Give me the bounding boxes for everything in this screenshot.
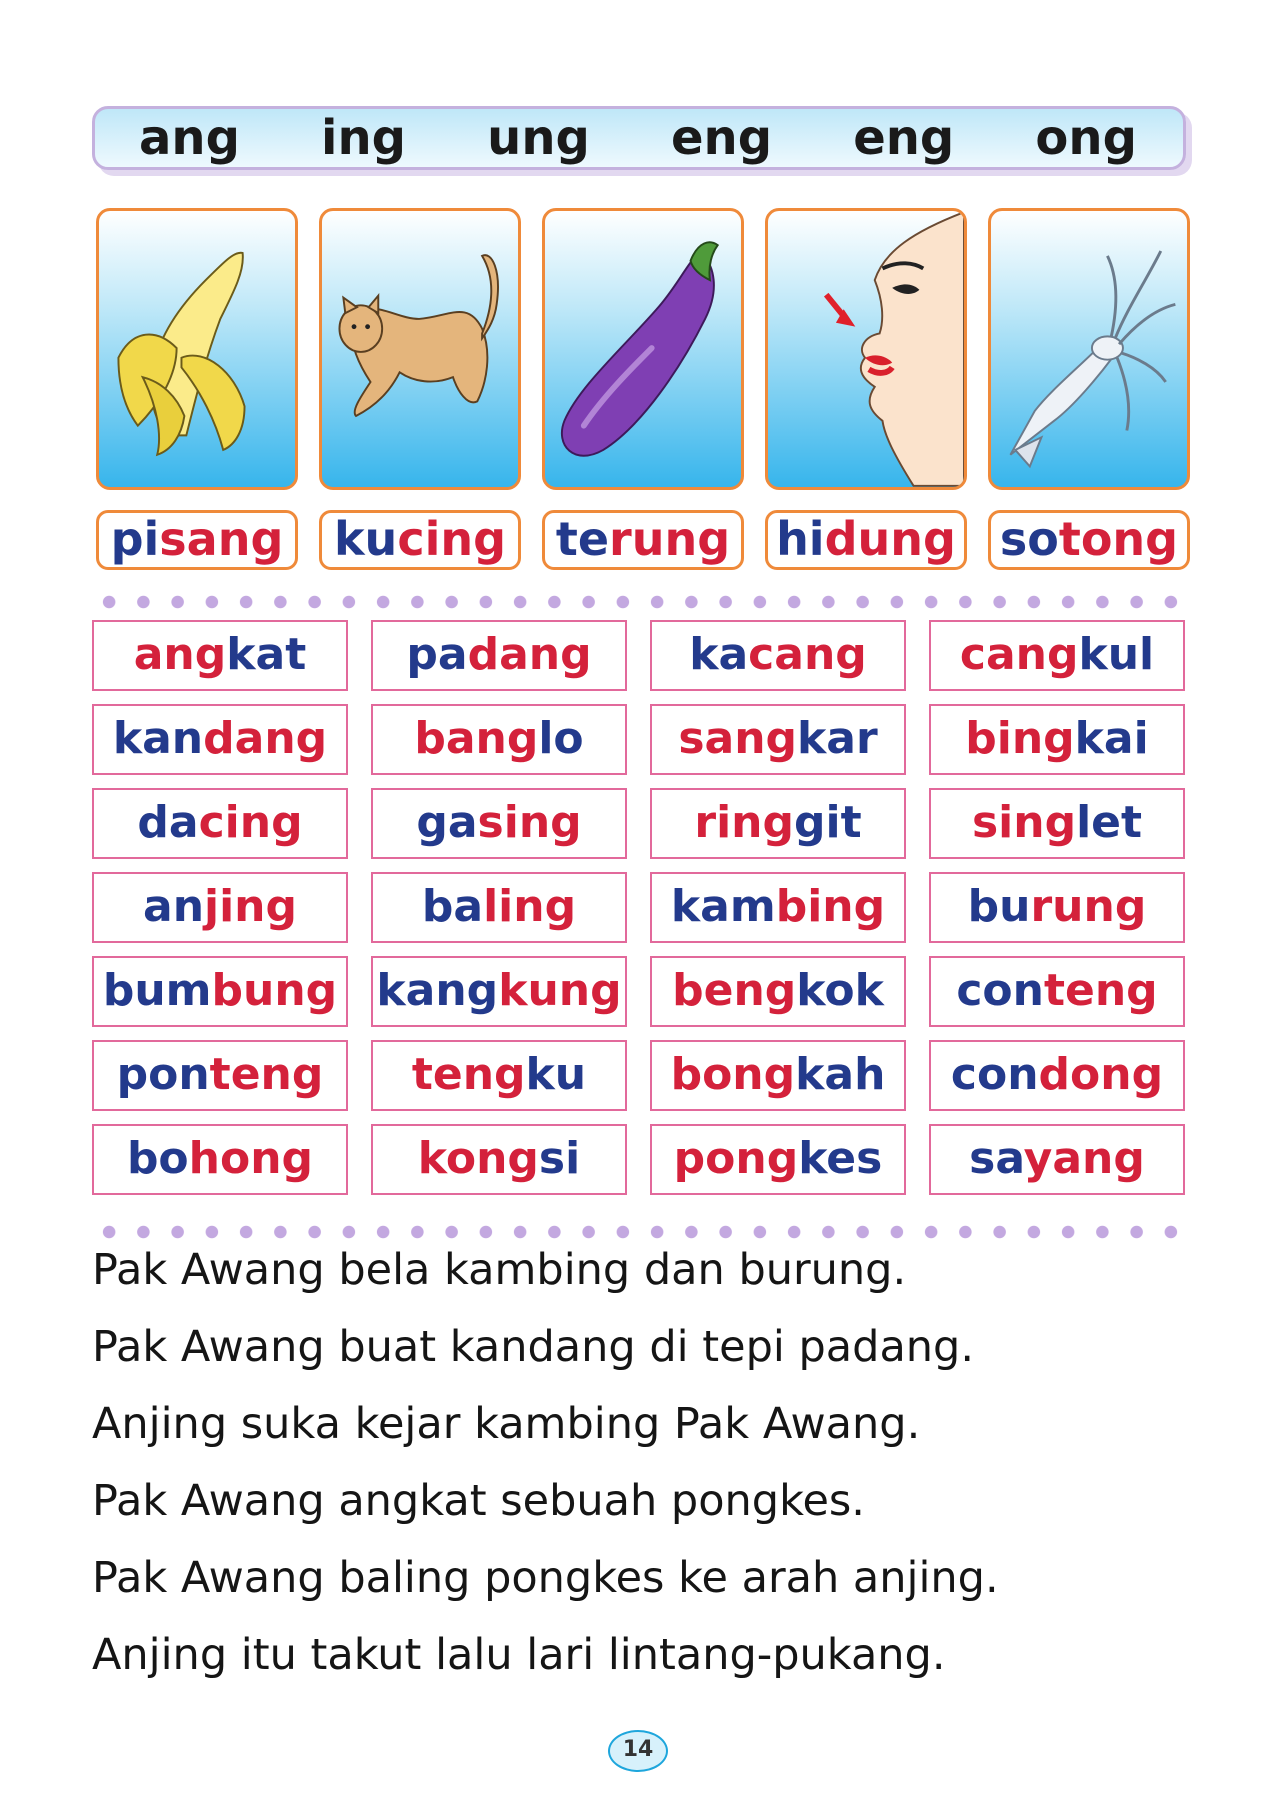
banana-picture	[96, 208, 298, 490]
sentence: Anjing itu takut lalu lari lintang-pukang.	[92, 1630, 946, 1680]
word-part: cing	[198, 797, 303, 848]
page-number: 14	[608, 1730, 668, 1772]
word-cell	[650, 956, 906, 1027]
word-cell	[929, 788, 1185, 859]
label-part: te	[555, 512, 610, 566]
word-part: git	[793, 797, 862, 848]
picture-label	[765, 510, 967, 570]
word-part: teng	[411, 1049, 526, 1100]
label-part: so	[999, 512, 1059, 566]
label-part: pi	[110, 512, 160, 566]
squid-picture	[988, 208, 1190, 490]
sentence: Pak Awang buat kandang di tepi padang.	[92, 1322, 975, 1372]
word-part: ring	[694, 797, 794, 848]
word-part: si	[538, 1133, 581, 1184]
word-part: kah	[795, 1049, 886, 1100]
word-part: beng	[672, 965, 797, 1016]
word-part: rung	[1030, 881, 1147, 932]
word-part: bong	[670, 1049, 796, 1100]
word-part: kam	[670, 881, 776, 932]
nose-picture	[765, 208, 967, 490]
reading-passage	[92, 1240, 1192, 1702]
word-cell	[371, 1124, 627, 1195]
word-part: bang	[414, 713, 539, 764]
word-part: sing	[477, 797, 582, 848]
word-cell	[371, 788, 627, 859]
word-part: hong	[188, 1133, 314, 1184]
label-part: ku	[333, 512, 398, 566]
label-part: rung	[609, 512, 731, 566]
word-part: ba	[421, 881, 484, 932]
word-cell	[92, 620, 348, 691]
word-cell	[92, 788, 348, 859]
word-part: ga	[416, 797, 478, 848]
word-part: kul	[1078, 629, 1155, 680]
word-part: ka	[689, 629, 749, 680]
word-cell	[92, 704, 348, 775]
word-part: con	[956, 965, 1044, 1016]
word-cell	[650, 788, 906, 859]
cat-picture	[319, 208, 521, 490]
word-part: bu	[967, 881, 1031, 932]
word-cell	[92, 1124, 348, 1195]
word-part: kong	[417, 1133, 539, 1184]
word-part: bum	[102, 965, 212, 1016]
word-part: an	[143, 881, 205, 932]
word-part: yang	[1023, 1133, 1145, 1184]
word-part: lo	[538, 713, 584, 764]
word-part: bing	[775, 881, 886, 932]
word-part: con	[950, 1049, 1039, 1100]
word-part: kat	[226, 629, 307, 680]
word-cell	[929, 620, 1185, 691]
picture-label	[542, 510, 744, 570]
word-cell	[650, 1124, 906, 1195]
word-cell	[929, 872, 1185, 943]
sentence: Pak Awang bela kambing dan burung.	[92, 1245, 907, 1295]
word-part: kar	[797, 713, 878, 764]
label-part: cing	[397, 512, 507, 566]
sentence: Pak Awang angkat sebuah pongkes.	[92, 1476, 865, 1526]
syllable: ang	[139, 110, 240, 166]
label-part: dung	[824, 512, 956, 566]
word-part: da	[137, 797, 199, 848]
word-part: cang	[959, 629, 1079, 680]
word-part: ang	[133, 629, 227, 680]
word-cell	[650, 704, 906, 775]
word-part: bo	[126, 1133, 189, 1184]
word-part: ku	[525, 1049, 587, 1100]
word-part: ling	[483, 881, 577, 932]
word-part: dang	[467, 629, 592, 680]
word-part: teng	[1043, 965, 1158, 1016]
word-part: pa	[406, 629, 468, 680]
word-cell	[929, 1124, 1185, 1195]
word-part: teng	[209, 1049, 324, 1100]
word-part: kes	[798, 1133, 883, 1184]
syllable: ing	[321, 110, 407, 166]
word-part: pong	[673, 1133, 799, 1184]
word-cell	[650, 620, 906, 691]
label-part: hi	[776, 512, 825, 566]
word-part: sa	[969, 1133, 1024, 1184]
word-cell	[371, 704, 627, 775]
syllable: eng	[853, 110, 955, 166]
word-part: kok	[796, 965, 884, 1016]
word-part: dong	[1038, 1049, 1164, 1100]
dotted-divider-bottom	[92, 1225, 1188, 1239]
syllable-banner	[92, 106, 1186, 170]
sentence: Pak Awang baling pongkes ke arah anjing.	[92, 1553, 999, 1603]
picture-label	[96, 510, 298, 570]
word-part: pon	[116, 1049, 210, 1100]
word-cell	[92, 956, 348, 1027]
word-part: cang	[748, 629, 867, 680]
word-part: bung	[211, 965, 338, 1016]
label-part: tong	[1058, 512, 1179, 566]
word-grid	[92, 620, 1186, 1195]
word-cell	[929, 1040, 1185, 1111]
word-part: sing	[971, 797, 1077, 848]
eggplant-picture	[542, 208, 744, 490]
word-part: let	[1076, 797, 1143, 848]
word-cell	[371, 872, 627, 943]
word-part: sang	[678, 713, 798, 764]
picture-label	[988, 510, 1190, 570]
word-part: bing	[965, 713, 1075, 764]
word-cell	[371, 956, 627, 1027]
dotted-divider-top	[92, 595, 1188, 609]
syllable: eng	[670, 110, 773, 166]
sentence: Anjing suka kejar kambing Pak Awang.	[92, 1399, 921, 1449]
word-part: jing	[204, 881, 297, 932]
word-cell	[929, 956, 1185, 1027]
picture-label	[319, 510, 521, 570]
word-part: kung	[498, 965, 622, 1016]
word-cell	[92, 872, 348, 943]
word-part: kang	[376, 965, 499, 1016]
word-cell	[371, 620, 627, 691]
word-part: kan	[112, 713, 204, 764]
word-cell	[929, 704, 1185, 775]
word-cell	[371, 1040, 627, 1111]
syllable: ung	[487, 110, 590, 166]
syllable: ong	[1035, 110, 1137, 166]
word-cell	[650, 1040, 906, 1111]
word-part: kai	[1074, 713, 1149, 764]
label-part: sang	[159, 512, 284, 566]
word-cell	[650, 872, 906, 943]
word-part: dang	[203, 713, 328, 764]
word-cell	[92, 1040, 348, 1111]
